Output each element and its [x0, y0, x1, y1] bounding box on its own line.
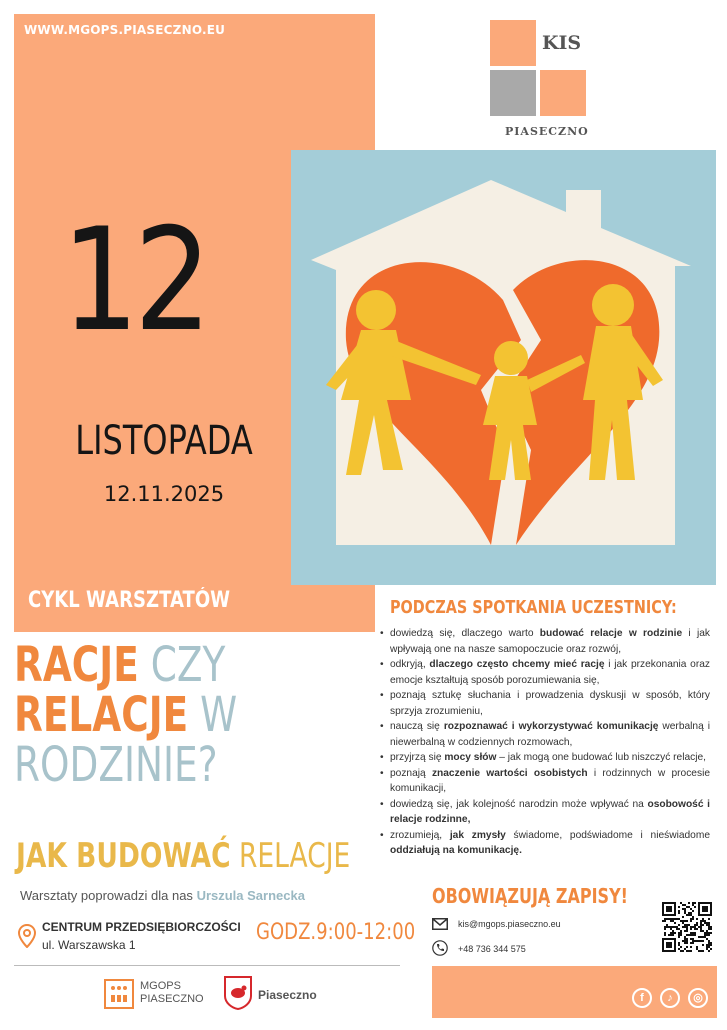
series-label: CYKL WARSZTATÓW	[28, 588, 231, 613]
host-name: Urszula Sarnecka	[196, 888, 305, 903]
main-title	[14, 637, 303, 793]
participant-item	[380, 828, 710, 859]
participant-item-text: przyjrzą się	[390, 752, 445, 763]
town-name: Piaseczno	[258, 988, 317, 1002]
participant-item-bold: rozpoznawać i wykorzystywać komunikację	[443, 721, 659, 732]
participant-item-text: dowiedzą się, jak kolejność narodzin może wpływać na	[390, 798, 648, 810]
logo-square-grey	[490, 70, 536, 116]
host-text: Warsztaty poprowadzi dla nas	[20, 888, 193, 903]
participants-heading: PODCZAS SPOTKANIA UCZESTNICY:	[390, 597, 677, 618]
participant-item-text: świadome, podświadome i nieświadome	[505, 829, 710, 841]
participant-item	[380, 766, 710, 797]
title-word-w: W	[200, 687, 238, 743]
participant-item-bold: mocy słów	[444, 752, 497, 763]
social-bar	[432, 966, 717, 1018]
participant-item-text: – jak mogą one budować lub niszczyć relacje,	[496, 752, 706, 763]
subtitle	[16, 836, 350, 876]
phone-icon	[432, 940, 448, 956]
participant-item	[380, 750, 710, 766]
contact-email[interactable]: kis@mgops.piaseczno.eu	[458, 919, 561, 929]
kis-logo	[490, 20, 594, 120]
event-day: 12	[61, 198, 207, 363]
participant-item-bold: jak zmysły	[449, 829, 506, 841]
participant-item-text: poznają	[390, 767, 432, 779]
event-full-date: 12.11.2025	[103, 482, 225, 506]
participant-item-text: nauczą się	[390, 721, 444, 732]
participant-item	[380, 657, 710, 688]
participant-item-bold: znaczenie wartości osobistych	[431, 767, 588, 779]
participant-item-text: zrozumieją,	[390, 829, 450, 841]
mgops-line2: PIASECZNO	[140, 993, 204, 1005]
participant-item-text: i rodzinnych w procesie komunikacji,	[390, 767, 710, 794]
facebook-icon[interactable]: f	[632, 988, 652, 1008]
logo-subtitle: PIASECZNO	[505, 125, 589, 138]
footer-divider	[14, 965, 400, 966]
participant-item-bold: osobowość i relacje rodzinne,	[390, 798, 710, 825]
title-word-czy: CZY	[150, 637, 226, 693]
family-heart-photo	[291, 150, 716, 585]
subtitle-light: RELACJE	[238, 836, 351, 876]
participant-item-bold: oddziałują na komunikację.	[390, 845, 522, 856]
event-month: LISTOPADA	[75, 418, 253, 464]
participant-item-text: odkryją,	[390, 659, 430, 670]
participant-item	[380, 719, 710, 750]
venue-address: ul. Warszawska 1	[42, 938, 136, 952]
town-crest-icon	[224, 976, 252, 1010]
logo-square-orange-2	[540, 70, 586, 116]
participant-item-text: werbalną i niewerbalną w codziennych rozmowach,	[390, 721, 710, 748]
subtitle-strong: JAK BUDOWAĆ	[16, 836, 231, 876]
website-link[interactable]: WWW.MGOPS.PIASECZNO.EU	[24, 23, 226, 37]
tiktok-icon[interactable]: ♪	[660, 988, 680, 1008]
participant-item	[380, 797, 710, 828]
participant-item-text: i jak wpływają one na nasze samopoczucie oraz rozwój,	[390, 628, 710, 655]
qr-code[interactable]	[662, 902, 712, 952]
logo-text: KIS	[542, 32, 582, 54]
instagram-icon[interactable]: ◎	[688, 988, 708, 1008]
participants-list	[380, 626, 710, 859]
participant-item-text: poznają sztukę słuchania i prowadzenia dyskusji w sposób, który sprzyja zrozumieniu,	[390, 690, 710, 717]
logo-square-orange	[490, 20, 536, 66]
participant-item	[380, 626, 710, 657]
signup-notice: OBOWIĄZUJĄ ZAPISY!	[432, 884, 628, 908]
event-hours: GODZ.9:00-12:00	[256, 920, 416, 945]
title-word-racje: RACJE	[14, 637, 139, 693]
title-word-rodzinie: RODZINIE?	[14, 737, 218, 793]
participant-item-bold: dlaczego często chcemy mieć rację	[429, 659, 605, 670]
mgops-logo-icon	[104, 979, 134, 1009]
mgops-line1: MGOPS	[140, 980, 181, 992]
title-word-relacje: RELACJE	[14, 687, 189, 743]
contact-phone[interactable]: +48 736 344 575	[458, 944, 526, 954]
location-pin-icon	[18, 924, 36, 948]
email-icon	[432, 918, 448, 930]
venue-name: CENTRUM PRZEDSIĘBIORCZOŚCI	[42, 920, 241, 934]
participant-item-bold: budować relacje w rodzinie	[539, 628, 683, 639]
participant-item-text: i jak przekonania oraz emocje kształtują sposób porozumiewania się,	[390, 659, 710, 686]
mgops-logo-text	[140, 980, 204, 1006]
host-line	[20, 888, 305, 903]
participant-item-text: dowiedzą się, dlaczego warto	[390, 628, 540, 639]
participant-item	[380, 688, 710, 719]
